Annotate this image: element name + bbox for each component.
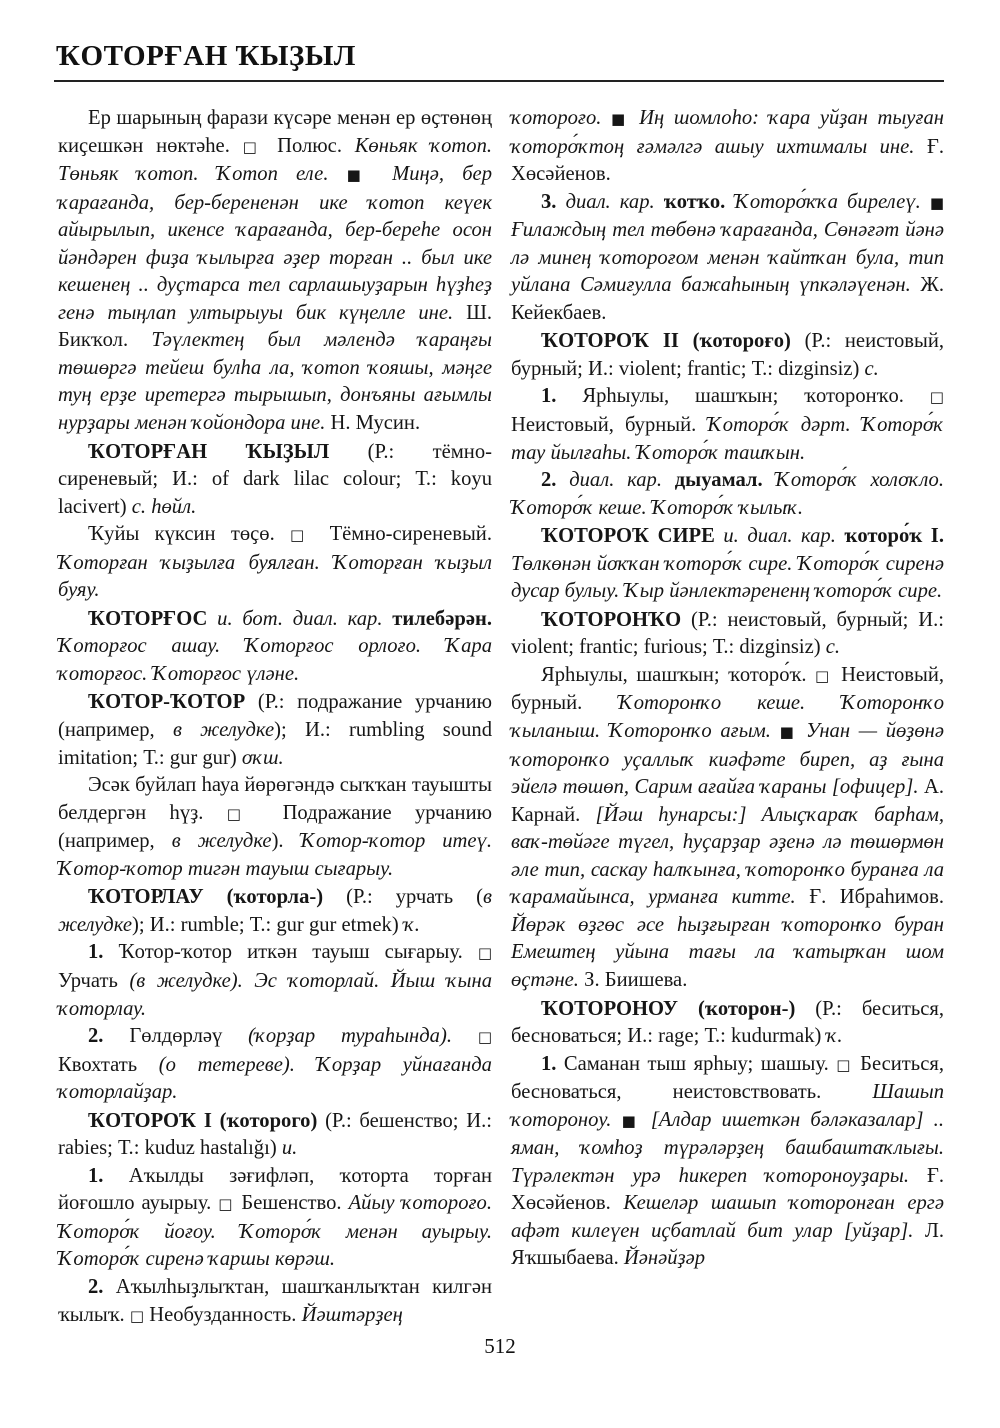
example-text: ҡотороғо. [511,107,602,129]
example-text: Төлкөнән йоҡҡан ҡоторо́ҡ сире. Ҡоторо́ҡ сиренә дусар булыу. Ҡыр йәнлектәрененң ҡоторо́ҡ сире. [511,552,944,603]
quotation-text: Йөрәк өҙгөс әсе һыҙғырған ҡоторонҡо буран Емештең уйына тағы ла ҡатырҡан шом өҫтәне. [511,913,944,991]
part-of-speech: с. [864,357,879,380]
translation-text: Беситься, бесноваться, неистовствовать. [511,1052,944,1104]
translation-note: в желудке [172,719,275,742]
example-text: Ҡоторо́ҡ дәрт. Ҡоторо́ҡ тау йылғаһы. Ҡоторо́ҡ ташҡын. [511,414,944,464]
quotation-author: Ш. Бикҡол. [58,301,493,352]
translation-text: Тёмно-сиреневый. [329,523,492,546]
entry-translations: ); И.: rumbling sound imitation; Т.: gur gur) [58,719,492,769]
translation-text: Неистовый, бурный. [511,414,697,437]
translation-marker: □ [477,944,492,963]
definition-text: Ер шарының фарази күсәре менән ер өҫтөнөң киҫешкән нөктәһе. [58,107,492,157]
translation-note: в желудке [58,886,492,936]
example-text: Ҡорҙар уйнағанда ҡоторлайҙар. [58,1053,492,1104]
quotation-text: [Алдар ишеткән бәләказалар] .. яман, ҡомһоҙ түрәләрҙең башбаштаҡлығы. Түрәлектән урә һикереп ҡотороноуҙары. [511,1108,944,1187]
quotation-author: Л. Яҡшыбаева. [511,1219,945,1270]
quotation-author: Ғ. Ибраһимов. [809,886,945,909]
entry-sense [58,772,492,883]
example-text: Ҡоторған ҡыҙылға буялған. Ҡоторған ҡыҙыл буяу. [58,551,492,602]
part-of-speech: и. [281,1137,298,1160]
definition-text: Гөлдөрләү [129,1025,223,1048]
example-text: Шашып ҡоторонoу. [511,1081,944,1131]
entry-headword: ҠОТОРҒОС [88,607,208,630]
quotation-text: Иң шомлоһо: ҡара уйҙан тыуған ҡоторо́ҡтоң ғәмәлгә ашыу ихтималы ине. [511,107,944,158]
synonym-text: ҡотҡо. [663,190,726,213]
sense-number: 2. [88,1275,104,1298]
entry-sense [58,1163,492,1274]
right-column [511,105,944,1273]
entry-headword: ҠОТОРОҠ I (ҡоторого) [88,1109,318,1132]
entry-sense [58,939,492,1023]
part-of-speech: с. [825,636,841,659]
page-number: 512 [484,1334,516,1358]
translation-text: ). [271,830,284,853]
entry-translations: (Р.: неистовый, бурный; И.: violent; frantic; Т.: dizginsiz) [511,330,944,380]
definition-text: Эсәк буйлап һауа йөрөгәндә сыҡҡан тауышты белдергән һүҙ. [58,774,492,824]
entry-translations: (Р.: тёмно-сиреневый; И.: of dark lilac colour; Т.: koyu lacivert) [58,440,492,518]
running-head: ҠОТОРҒАН ҠЫҘЫЛ [56,40,356,72]
entry-translations: (Р.: неистовый, бурный; И.: violent; frantic; furious; Т.: dizginsiz) [511,608,944,659]
entry-sense [511,189,944,328]
translation-note: (в желудке). [129,969,243,992]
entry-sense [58,521,492,605]
translation-text: Неистовый, бурный. [511,663,944,715]
quotation-marker: ■ [610,110,630,128]
quotation-author: Ғ. Хөсәйенов. [511,135,945,186]
example-text: Эс ҡоторлай. Йыш ҡына ҡоторлау. [58,969,492,1020]
entry-sense [511,467,944,522]
translation-marker: □ [477,1028,493,1047]
translation-marker: □ [929,388,944,407]
translation-text: Необузданность. [149,1303,297,1326]
translation-note: в желудке [171,830,272,853]
definition-text: Ҡотор-ҡотор иткән тауыш сығарыу. [118,941,463,964]
entry-headword: ҠОТОРҒАН ҠЫҘЫЛ [88,440,330,463]
quotation-text: Кешеләр шашып ҡоторонған ергә афәт килеүен иҫбатлай бит улар [уйҙар]. [511,1192,944,1242]
quotation-marker: ■ [929,193,945,212]
entry-translations: (Р.: беситься, бесноваться; И.: rage; Т.: kudurmak) [511,997,945,1048]
quotation-author: Ғ. Хөсәйенов. [511,1164,944,1215]
header-rule [54,80,944,82]
translation-marker: □ [815,666,833,685]
usage-label: диал. кар. [565,190,655,213]
definition-text: Саманан тыш ярһыу; шашыу. [563,1052,829,1075]
sense-number: 1. [88,941,104,964]
sense-number: 2. [88,1025,104,1048]
entry-sense [511,383,944,467]
example-text: Көньяк ҡотоп. Төньяк ҡотоп. Ҡотоп еле. [58,134,493,186]
translation-text: Полюс. [277,134,342,157]
entry-translations: ); И.: rumble; Т.: gur gur etmek) [131,913,399,936]
part-of-speech: ҡ. [403,913,420,936]
synonym-text: дыуамал. [674,469,763,492]
sense-number: 1. [541,1052,557,1075]
usage-label: диал. кар. [569,469,662,492]
left-column [58,105,492,1330]
quotation-author: З. Биишева. [584,968,688,991]
part-of-speech: с. һөйл. [131,495,197,518]
translation-marker: □ [226,804,260,823]
quotation-text: Йәнәйҙәр [623,1247,706,1270]
quotation-marker: ■ [621,1111,641,1130]
synonym-text: тилебәрән. [392,607,492,630]
usage-label: и. бот. диал. кар. [217,607,383,630]
example-text: Ҡоторо́ҡҡа бирелеү. [734,190,921,213]
entry-sense [58,1274,492,1330]
quotation-author: А. Карнай. [511,776,944,826]
dictionary-entry [511,607,944,662]
example-text: Ҡоторғос ашау. Ҡоторғос орлоғо. Ҡара ҡоторғос. Ҡоторғос үләне. [58,635,492,685]
dictionary-entry [511,996,944,1051]
example-text: Ҡотор-ҡотор итеү. Ҡотор-ҡотор тигән тауыш сығарыу. [58,830,492,880]
part-of-speech: оҡш. [241,746,284,769]
example-text: Ҡоторо́ҡ холоҡло. Ҡоторо́ҡ кеше. Ҡоторо́ҡ ҡылыҡ. [511,469,944,519]
entry-headword: ҠОТОРОҠ II (ҡотороғо) [541,330,791,353]
entry-headword: ҠОТОРОНОУ (ҡоторон-) [541,997,796,1020]
quotation-text: Миңә, бер ҡарағанда, бер-берененән ике ҡотоп кеүек айырылып, икенсе ҡарағанда, бер-береһе осон йәндәрен фиҙа ҡылырға әҙер торған .. был ике кешенең .. дуҫтарса тел сарлашыуҙарын һүҙһеҙ генә тыңлап ултырыуы бик күңелле ине. [58,163,492,324]
dictionary-entry [58,884,492,939]
translation-text: Квохтать [58,1053,138,1076]
quotation-text: Тәүлектең был мәлендә ҡараңғы төшөргә тейеш булһа ла, ҡотоп ҡояшы, мәңге туң ерҙе иретергә тырышып, донъяны ағымлы нурҙары менән ҡойондора ине. [58,329,492,435]
translation-marker: □ [218,1195,235,1214]
quotation-author: Ж. Кейекбаев. [511,274,944,324]
quotation-marker: ■ [779,723,798,742]
entry-headword: ҠОТОРЛАУ (ҡоторла-) [88,886,324,909]
translation-note: (о тетереве). [158,1053,295,1076]
entry-continuation [58,105,492,438]
quotation-author: Н. Мусин. [330,412,421,435]
translation-marker: □ [129,1306,145,1325]
translation-text: Подражание урчанию (например, [58,801,492,853]
usage-label: и. диал. кар. [723,525,836,548]
definition-text: Ярһыулы, шашҡын; ҡоторонҡо. [582,385,904,408]
example-text: Айыу ҡотороғо. Ҡоторо́ҡ йоғоу. Ҡоторо́ҡ менән ауырыу. Ҡоторо́ҡ сиренә ҡаршы көрәш. [58,1192,492,1271]
definition-text: Ярһыулы, шашҡын; ҡоторо́ҡ. [541,663,807,686]
dictionary-entry [511,523,944,606]
sense-number: 2. [541,469,557,492]
quotation-text: [Йәш һунарсы:] Алыҫҡараҡ барһам, ваҡ-төйәге түгел, һуҫарҙар әҙенә лә төшөрмөн әле тип, саскау һалҡынға, ҡоторонҡо буранға ла ҡарамайынса, урманға китте. [511,803,944,909]
entry-sense [511,662,944,995]
translation-text: Бешенство. [241,1192,342,1215]
definition-text: Ҡуйы күксин төҫө. [88,523,275,546]
quotation-text: Ғилаждың тел төбөнә ҡарағанда, Сөнәғәт йәнә лә минең ҡотороғом менән ҡайтҡан була, тип уйлана Сәмиғулла бажаһының үпкәләүенән. [511,219,944,297]
dictionary-entry [511,328,944,383]
entry-translations: (Р.: бешенство; И.: rabies; Т.: kuduz hastalığı) [58,1109,492,1160]
dictionary-entry [58,1108,492,1163]
translation-text: Урчать [58,969,118,992]
entry-headword: ҠОТОР-ҠОТОР [88,691,246,714]
sense-number: 1. [541,385,557,408]
entry-headword: ҠОТОРОНҠО [541,608,682,631]
entry-sense [58,1023,492,1107]
dictionary-entry [58,606,492,689]
entry-translations: (Р.: подражание урчанию (например, [58,691,492,742]
definition-text: Аҡылды зәғифләп, ҡоторта торған йоғошло ауырыу. [58,1164,492,1215]
entry-headword: ҠОТОРОҠ СИРЕ [541,525,715,548]
example-text: Йәштәрҙең [301,1303,403,1326]
sense-number: 1. [88,1164,104,1187]
synonym-text: ҡоторо́ҡ I. [844,525,944,548]
entry-continuation [511,105,944,189]
translation-marker: □ [242,137,265,156]
entry-sense [511,1051,944,1273]
example-text: Ҡоторонҡо кеше. Ҡоторонҡо ҡыланыш. Ҡоторонҡо ағым. [511,692,944,743]
dictionary-entry [58,689,492,772]
translation-marker: □ [836,1055,853,1074]
quotation-text: Унан — йөҙөнә ҡоторонҡо уҫаллыҡ киәфәте биреп, аҙ ғына эйелә төшөп, Сарим ағайға ҡараны [офицер]. [511,720,944,799]
definition-text: Аҡылһыҙлыҡтан, шашҡанлыҡтан килгән ҡылыҡ. [58,1275,492,1326]
quotation-marker: ■ [346,166,374,185]
dictionary-entry [58,439,492,522]
part-of-speech: ҡ. [826,1025,843,1048]
sense-number: 3. [541,190,557,213]
definition-note: (ҡорҙар тураһында). [248,1025,452,1048]
entry-translations: (Р.: урчать ( [346,886,484,909]
translation-marker: □ [290,526,315,545]
